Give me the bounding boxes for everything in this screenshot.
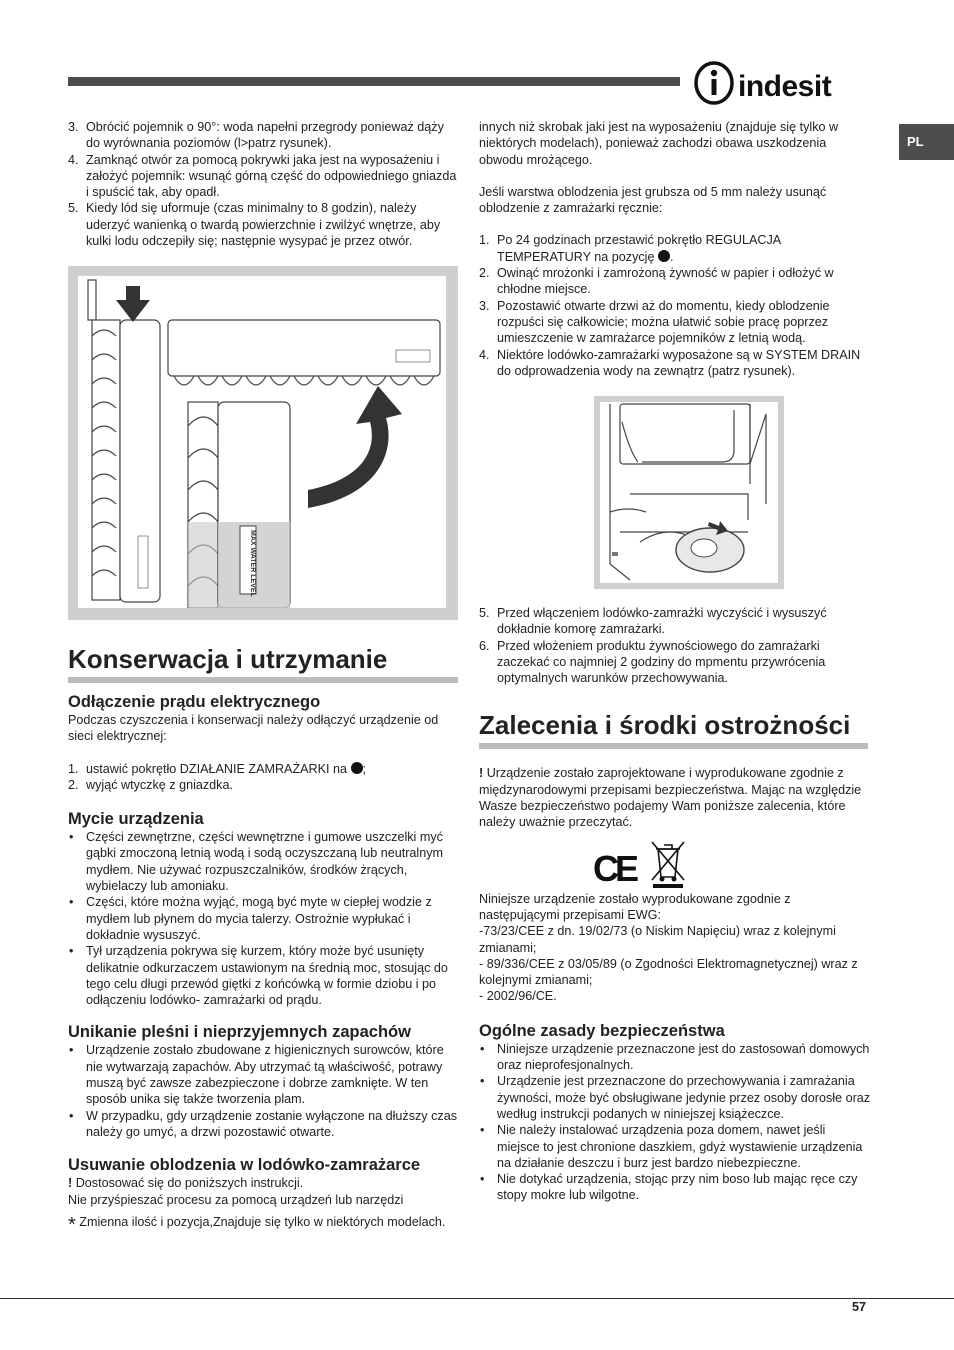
paragraph: innych niż skrobak jaki jest na wyposażeniu (znajduje się tylko w niektórych modelach), ponieważ zachodzi obawa uszkodzenia obwodu mrożącego. <box>479 120 839 167</box>
list-item: 1. Po 24 godzinach przestawić pokrętło REGULACJA TEMPERATURY na pozycję . <box>479 233 781 264</box>
arrow-down-icon <box>116 286 150 322</box>
ce-mark: CE <box>593 847 636 889</box>
drain-illustration <box>600 402 778 583</box>
footnote: * Zmienna ilość i pozycja,Znajduje się tylko w niektórych modelach. <box>68 1213 446 1236</box>
language-tab: PL <box>899 124 954 160</box>
footer-rule <box>0 1298 954 1299</box>
list-item: 3. Pozostawić otwarte drzwi aż do momentu, kiedy oblodzenie rozpuści się całkowicie; można ułatwić sobie pracę poprzez umieszczenie w zamrażarce pojemników z letnią wodą. <box>479 298 830 346</box>
indesit-logo <box>692 60 870 106</box>
right-column-bottom <box>479 605 871 1204</box>
list-item: • Nie dotykać urządzenia, stojąc przy nim boso lub mając ręce czy stopy mokre lub wilgotne. <box>480 1172 858 1203</box>
defrost-steps-continued <box>479 605 871 686</box>
paragraph: - 2002/96/CE. <box>479 989 557 1004</box>
list-item: 2. wyjąć wtyczkę z gniazdka. <box>68 777 233 792</box>
title-rule <box>68 677 458 683</box>
list-item: • Nie należy instalować urządzenia poza domem, nawet jeśli miejsce to jest chronione daszkiem, gdyż wystawienie urządzenia na działanie deszczu i burz jest bardzo niebezpieczne. <box>480 1123 863 1170</box>
list-item: • W przypadku, gdy urządzenie zostanie wyłączone na dłuższy czas należy go umyć, a drzwi pozostawić otwarte. <box>69 1108 457 1139</box>
subsection-title-defrost: Usuwanie oblodzenia w lodówko-zamrażarce <box>68 1156 421 1175</box>
list-item: • Części zewnętrzne, części wewnętrzne i gumowe uszczelki myć gąbki zmoczoną letnią wodą i sodą oczyszczaną lub neutralnym mydłem. Nie używać rozpuszczalników, środków żrących, wybielaczy lub amoniaku. <box>69 830 444 894</box>
mold-list <box>68 1042 458 1140</box>
paragraph: Nie przyśpieszać procesu za pomocą urządzeń lub narzędzi <box>68 1192 404 1207</box>
subsection-title-mold: Unikanie pleśni i nieprzyjemnych zapachów <box>68 1023 411 1042</box>
paragraph: ! Urządzenie zostało zaprojektowane i wyprodukowane zgodnie z międzynarodowymi przepisami bezpieczeństwa. Mając na względzie Wasze bezpieczeństwo podajemy Wam poniższe zalecenia, które należy uważnie przeczytać. <box>479 766 862 830</box>
subsection-title-cleaning: Mycie urządzenia <box>68 810 204 829</box>
page-number: 57 <box>852 1300 867 1314</box>
safety-list <box>479 1041 871 1204</box>
list-item: 5. Kiedy lód się uformuje (czas minimalny to 8 godzin), należy uderzyć wanienką o twardą powierzchnie i zwilżyć wnętrze, aby kulki lodu odczepiły się; następnie wysypać je przez otwór. <box>68 201 441 249</box>
drain-figure <box>594 396 784 589</box>
svg-text:MAX WATER LEVEL: MAX WATER LEVEL <box>249 530 256 597</box>
paragraph: - 89/336/CEE z 03/05/89 (o Zgodności Elektromagnetycznej) wraz z kolejnymi zmianami; <box>479 956 858 988</box>
ice-steps <box>68 119 458 249</box>
ice-tray-illustration <box>78 276 446 608</box>
list-item: 4. Niektóre lodówko-zamrażarki wyposażone są w SYSTEM DRAIN do odprowadzenia wody na zewnątrz (patrz rysunek). <box>479 347 861 378</box>
paragraph: Podczas czyszczenia i konserwacji należy odłączyć urządzenie od sieci elektrycznej: <box>68 713 439 744</box>
maintenance-section <box>68 642 458 1236</box>
header-bar <box>68 77 680 86</box>
subsection-title-safety: Ogólne zasady bezpieczeństwa <box>479 1021 725 1040</box>
dial-position-dot-icon <box>351 762 363 774</box>
list-item: • Urządzenie zostało zbudowane z higienicznych surowców, które nie wytwarzają zapachów. Aby utrzymać tą właściwość, potrawy muszą być zawsze zabezpieczone i dobrze zamknięte. W ten sposób unika się także tworzenia plam. <box>69 1043 444 1107</box>
list-item: • Części, które można wyjąć, mogą być myte w ciepłej wodzie z mydłem lub płynem do mycia talerzy. Ostrożnie wypłukać i dokładnie wysuszyć. <box>69 895 432 942</box>
list-item: 6. Przed włożeniem produktu żywnościowego do zamrażarki zaczekać co najmniej 2 godziny do mpmentu przywrócenia optymalnych warunków przechowywania. <box>479 638 826 686</box>
list-item: 4. Zamknąć otwór za pomocą pokrywki jaka jest na wyposażeniu i założyć pojemnik: wsunąć górną część do odpowiedniego gniazda i spuścić tak, aby opadł. <box>68 152 457 200</box>
list-item: • Tył urządzenia pokrywa się kurzem, który może być usunięty delikatnie odkurzaczem ustawionym na średnią moc, stosując do tego celu długi przewód giętki z końcówką w formie dziobu i po odłączeniu lodówko- zamrażarki od prądu. <box>69 944 448 1008</box>
arrow-rotate-icon <box>308 386 402 508</box>
list-item: 3. Obrócić pojemnik o 90°: woda napełni przegrody ponieważ dąży do wyrównania poziomów (l>patrz rysunek). <box>68 120 444 151</box>
right-column-top <box>479 119 871 379</box>
cleaning-list <box>68 829 458 1008</box>
paragraph: Jeśli warstwa oblodzenia jest grubsza od 5 mm należy usunąć oblodzenie z zamrażarki ręcznie: <box>479 184 827 216</box>
subsection-title-power: Odłączenie prądu elektrycznego <box>68 693 321 711</box>
list-item: 5. Przed włączeniem lodówko-zamrażki wyczyścić i wysuszyć dokładnie komorę zamrażarki. <box>479 606 827 637</box>
list-item: 2. Owinąć mrożonki i zamrożoną żywność w papier i odłożyć w chłodne miejsce. <box>479 266 834 297</box>
list-item: • Urządzenie jest przeznaczone do przechowywania i zamrażania żywności, może być obsługiwane jedynie przez osoby dorosłe oraz według instrukcji podanych w niniejszej książeczce. <box>480 1074 871 1121</box>
list-item: 1. ustawić pokrętło DZIAŁANIE ZAMRAŻARKI na ; <box>68 761 367 776</box>
certification-marks <box>479 831 871 891</box>
section-title-maintenance: Konserwacja i utrzymanie <box>68 644 388 674</box>
paragraph: -73/23/CEE z dn. 19/02/73 (o Niskim Napięciu) wraz z kolejnymi zmianami; <box>479 924 836 955</box>
paragraph: Niniejsze urządzenie zostało wyprodukowane zgodnie z następującymi przepisami EWG: <box>479 891 791 922</box>
section-title-precautions: Zalecenia i środki ostrożności <box>479 710 851 741</box>
list-item: • Niniejsze urządzenie przeznaczone jest do zastosowań domowych oraz nieprofesjonalnych. <box>480 1041 870 1073</box>
dial-position-dot-icon <box>658 250 670 262</box>
ice-tray-figure <box>68 266 458 620</box>
title-rule <box>479 743 868 749</box>
svg-text:indesit: indesit <box>738 70 832 103</box>
defrost-steps <box>479 232 871 379</box>
weee-bin-icon <box>649 839 687 889</box>
power-steps <box>68 761 458 794</box>
left-column <box>68 119 458 249</box>
paragraph: ! Dostosować się do poniższych instrukcji. <box>68 1176 304 1191</box>
